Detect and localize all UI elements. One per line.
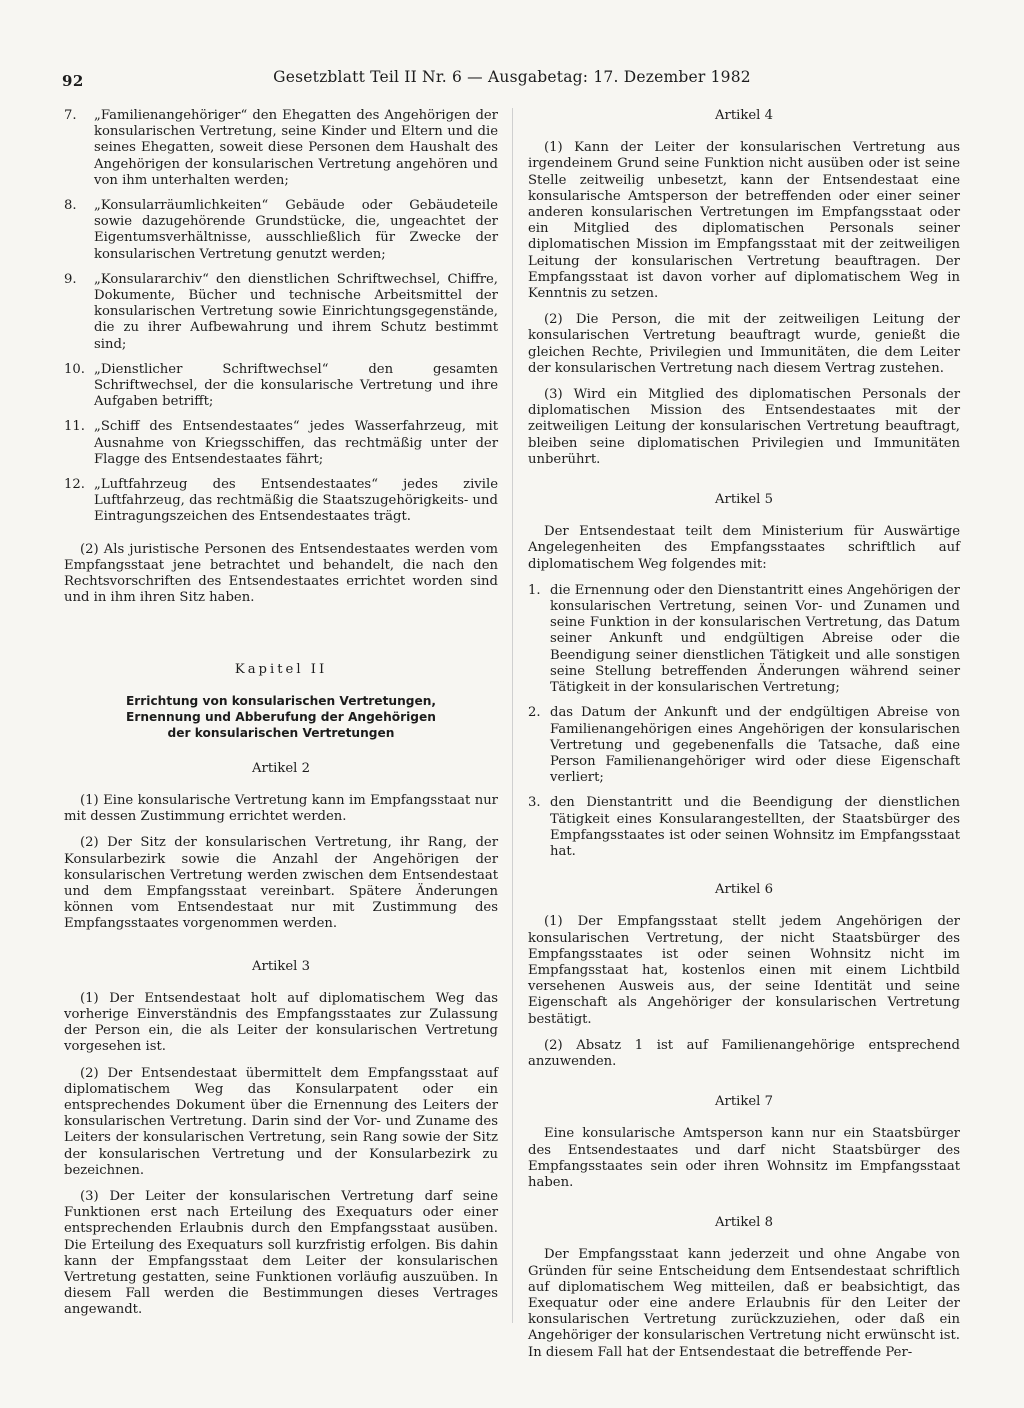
item-number: 9. — [64, 271, 77, 287]
chapter-title-line: Errichtung von konsularischen Vertretungen, — [125, 693, 437, 708]
page-number: 92 — [62, 72, 84, 90]
paragraph: (2) Der Sitz der konsularischen Vertretung, ihr Rang, der Konsularbezirk sowie die Anzahl der Angehörigen der konsularischen Vertretung werden zwischen dem Entsendestaat und dem Empfangsstaat vereinbart. Spätere Änderungen können vom Entsendestaat nur mit Zustimmung des Empfangsstaates vorgenommen werden. — [64, 835, 498, 932]
paragraph: (2) Der Entsendestaat übermittelt dem Empfangsstaat auf diplomatischem Weg das Konsularpatent oder ein entsprechendes Dokument über die Ernennung des Leiters der konsularischen Vertretung. Darin sind der Vor- und Zuname des Leiters der konsularischen Vertretung, sein Rang sowie der Sitz der konsularischen Vertretung und der Konsularbezirk zu bezeichnen. — [64, 1065, 498, 1178]
chapter-heading: Kapitel II — [234, 662, 328, 678]
paragraph: (2) Als juristische Personen des Entsendestaates werden vom Empfangsstaat jene betrachtet und behandelt, die nach den Rechtsvorschriften des Entsendestaates errichtet worden sind und in ihm ihren Sitz haben. — [64, 541, 498, 606]
paragraph: (2) Die Person, die mit der zeitweiligen Leitung der konsularischen Vertretung beauftragt wurde, genießt die gleichen Rechte, Privilegien und Immunitäten, die dem Leiter der konsularischen Vertretung nach diesem Vertrag zustehen. — [528, 312, 960, 376]
list-item — [528, 583, 960, 696]
running-header: Gesetzblatt Teil II Nr. 6 — Ausgabetag: 17. Dezember 1982 — [273, 68, 751, 86]
item-text: das Datum der Ankunft und der endgültigen Abreise von Familienangehörigen eines Angehörigen der konsularischen Vertretung und gegebenenfalls die Tatsache, daß eine Person Familienangehöriger wird oder diese Eigenschaft verliert; — [550, 705, 960, 786]
right-column — [528, 108, 960, 1371]
paragraph: (1) Der Entsendestaat holt auf diplomatischem Weg das vorherige Einverständnis des Empfangsstaates zur Zulassung der Person ein, die als Leiter der konsularischen Vertretung vorgesehen ist. — [64, 990, 498, 1055]
definition-item — [64, 477, 498, 526]
item-number: 2. — [528, 705, 541, 721]
item-number: 11. — [64, 419, 85, 435]
item-number: 10. — [64, 361, 85, 377]
article-heading: Artikel 7 — [715, 1094, 773, 1110]
chapter-title-line: der konsularischen Vertretungen — [167, 725, 395, 740]
item-text: „Schiff des Entsendestaates“ jedes Wasserfahrzeug, mit Ausnahme von Kriegsschiffen, das rechtmäßig unter der Flagge des Entsendestaates fährt; — [94, 419, 498, 467]
definition-item — [64, 419, 498, 468]
item-text: „Familienangehöriger“ den Ehegatten des Angehörigen der konsularischen Vertretung, seine Kinder und Eltern und die seines Ehegatten, soweit diese Personen dem Haushalt des Angehörigen der konsularischen Vertretung angehören und von ihm unterhalten werden; — [94, 108, 498, 188]
article-heading: Artikel 4 — [715, 108, 773, 123]
paragraph: (1) Eine konsularische Vertretung kann im Empfangsstaat nur mit dessen Zustimmung errichtet werden. — [64, 792, 498, 825]
left-column — [64, 108, 498, 1329]
article-heading: Artikel 3 — [252, 958, 310, 974]
article-heading: Artikel 8 — [715, 1215, 773, 1231]
item-number: 8. — [64, 198, 77, 214]
chapter-title — [64, 693, 498, 741]
definition-item — [64, 198, 498, 263]
paragraph: (1) Der Empfangsstaat stellt jedem Angehörigen der konsularischen Vertretung, der nicht Staatsbürger des Empfangsstaates ist oder seinen Wohnsitz nicht im Empfangsstaat hat, kostenlos einen mit einem Lichtbild versehenen Ausweis aus, der seine Identität und seine Eigenschaft als Angehöriger der konsularischen Vertretung bestätigt. — [528, 914, 960, 1027]
item-number: 7. — [64, 108, 77, 123]
article-heading: Artikel 2 — [252, 760, 310, 776]
article-heading: Artikel 5 — [715, 492, 773, 508]
paragraph: (3) Wird ein Mitglied des diplomatischen Personals der diplomatischen Mission des Entsendestaates mit der zeitweiligen Leitung der konsularischen Vertretung beauftragt, bleiben seine diplomatischen Privilegien und Immunitäten unberührt. — [528, 387, 960, 467]
definition-item — [64, 362, 498, 411]
item-text: den Dienstantritt und die Beendigung der dienstlichen Tätigkeit eines Konsularangestellten, der Staatsbürger des Empfangsstaates ist oder seinen Wohnsitz im Empfangsstaat hat. — [550, 795, 960, 859]
paragraph: Der Entsendestaat teilt dem Ministerium für Auswärtige Angelegenheiten des Empfangsstaates schriftlich auf diplomatischem Weg folgendes mit: — [528, 524, 960, 572]
item-text: „Konsularräumlichkeiten“ Gebäude oder Gebäudeteile sowie dazugehörende Grundstücke, die, ungeachtet der Eigentumsverhältnisse, ausschließlich für Zwecke der konsularischen Vertretung genutzt werden; — [94, 198, 498, 262]
paragraph: Der Empfangsstaat kann jederzeit und ohne Angabe von Gründen für seine Entscheidung dem Entsendestaat schriftlich auf diplomatischem Weg mitteilen, daß er beabsichtigt, das Exequatur oder eine andere Erlaubnis für den Leiter der konsularischen Vertretung zurückzuziehen, oder daß ein Angehöriger der konsularischen Vertretung nicht erwünscht ist. In diesem Fall hat der Entsendestaat die betreffende Per- — [528, 1247, 960, 1360]
definition-item — [64, 108, 498, 189]
paragraph: Eine konsularische Amtsperson kann nur ein Staatsbürger des Entsendestaates und darf nicht Staatsbürger des Empfangsstaates sein oder ihren Wohnsitz im Empfangsstaat haben. — [528, 1126, 960, 1190]
paragraph: (2) Absatz 1 ist auf Familienangehörige entsprechend anzuwenden. — [528, 1037, 960, 1069]
item-number: 3. — [528, 795, 541, 811]
paragraph: (1) Kann der Leiter der konsularischen Vertretung aus irgendeinem Grund seine Funktion nicht ausüben oder ist seine Stelle zeitweilig unbesetzt, kann der Entsendestaat eine konsularische Amtsperson der betreffenden oder einer seiner anderen konsularischen Vertretungen im Empfangsstaat oder ein Mitglied des diplomatischen Personals seiner diplomatischen Mission im Empfangsstaat mit der zeitweiligen Leitung der konsularischen Vertretung beauftragen. Der Empfangsstaat ist davon vorher auf diplomatischem Weg in Kenntnis zu setzen. — [528, 140, 960, 302]
item-text: „Dienstlicher Schriftwechsel“ den gesamten Schriftwechsel, der die konsularische Vertretung und ihre Aufgaben betrifft; — [94, 361, 498, 410]
definition-item — [64, 272, 498, 353]
list-item — [528, 795, 960, 860]
item-text: „Luftfahrzeug des Entsendestaates“ jedes zivile Luftfahrzeug, das rechtmäßig die Staatszugehörigkeits- und Eintragungszeichen des Entsendestaates trägt. — [94, 477, 498, 525]
article-heading: Artikel 6 — [715, 882, 773, 898]
column-divider — [512, 108, 513, 1323]
item-text: die Ernennung oder den Dienstantritt eines Angehörigen der konsularischen Vertretung, seinen Vor- und Zunamen und seine Funktion in der konsularischen Vertretung, das Datum seiner Ankunft und endgültigen Abreise oder die Beendigung seiner dienstlichen Tätigkeit und alle sonstigen seine Stellung betreffenden Änderungen während seiner Tätigkeit in der konsularischen Vertretung; — [550, 582, 960, 696]
paragraph: (3) Der Leiter der konsularischen Vertretung darf seine Funktionen erst nach Erteilung des Exequaturs oder einer entsprechenden Erlaubnis durch den Empfangsstaat ausüben. Die Erteilung des Exequaturs soll kurzfristig erfolgen. Bis dahin kann der Empfangsstaat dem Leiter der konsularischen Vertretung gestatten, seine Funktionen vorläufig auszuüben. In diesem Fall werden die Bestimmungen dieses Vertrages angewandt. — [64, 1188, 498, 1318]
item-number: 1. — [528, 582, 541, 598]
chapter-title-line: Ernennung und Abberufung der Angehörigen — [126, 709, 436, 724]
item-number: 12. — [64, 477, 85, 493]
item-text: „Konsulararchiv“ den dienstlichen Schriftwechsel, Chiffre, Dokumente, Bücher und technische Arbeitsmittel der konsularischen Vertretung sowie Einrichtungsgegenstände, die zu ihrer Aufbewahrung und ihrem Schutz bestimmt sind; — [94, 271, 498, 352]
list-item — [528, 705, 960, 786]
